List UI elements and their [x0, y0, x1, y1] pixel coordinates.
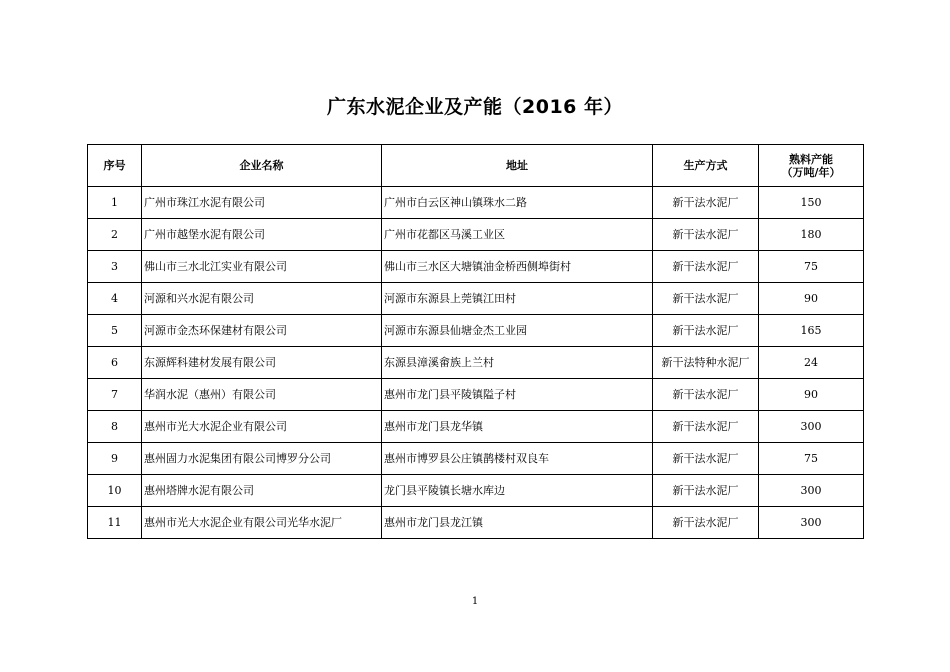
cell-capacity: 300	[759, 411, 864, 443]
cell-method: 新干法水泥厂	[653, 379, 759, 411]
table-row	[88, 219, 864, 251]
header-capacity-line1: 熟料产能	[789, 152, 833, 166]
cell-index: 7	[88, 379, 142, 411]
cell-name: 河源市金杰环保建材有限公司	[142, 315, 382, 347]
table-row	[88, 251, 864, 283]
document-title: 广东水泥企业及产能（2016 年）	[327, 96, 623, 118]
cell-index: 3	[88, 251, 142, 283]
cell-index: 1	[88, 187, 142, 219]
cell-capacity: 180	[759, 219, 864, 251]
cell-address: 惠州市龙门县龙江镇	[382, 507, 653, 539]
table-body	[88, 187, 864, 539]
cell-index: 5	[88, 315, 142, 347]
cell-index: 8	[88, 411, 142, 443]
cell-index: 6	[88, 347, 142, 379]
cell-capacity: 150	[759, 187, 864, 219]
header-capacity-line2: （万吨/年）	[781, 165, 841, 179]
table-header-row	[88, 145, 864, 187]
cell-index: 9	[88, 443, 142, 475]
table-row	[88, 475, 864, 507]
cell-address: 佛山市三水区大塘镇油金桥西侧埠街村	[382, 251, 653, 283]
cell-method: 新干法水泥厂	[653, 507, 759, 539]
table-row	[88, 283, 864, 315]
cell-capacity: 75	[759, 443, 864, 475]
cell-name: 广州市越堡水泥有限公司	[142, 219, 382, 251]
table-row	[88, 315, 864, 347]
cell-address: 惠州市博罗县公庄镇鹊楼村双良车	[382, 443, 653, 475]
cell-index: 2	[88, 219, 142, 251]
header-index: 序号	[88, 145, 142, 187]
cell-address: 河源市东源县上莞镇江田村	[382, 283, 653, 315]
cell-address: 惠州市龙门县平陵镇隘子村	[382, 379, 653, 411]
cell-capacity: 90	[759, 379, 864, 411]
cell-address: 广州市花都区马溪工业区	[382, 219, 653, 251]
cell-capacity: 300	[759, 475, 864, 507]
cell-name: 惠州市光大水泥企业有限公司	[142, 411, 382, 443]
table-row	[88, 379, 864, 411]
table-row	[88, 347, 864, 379]
cell-method: 新干法水泥厂	[653, 443, 759, 475]
cement-enterprise-table	[87, 144, 864, 539]
cell-index: 10	[88, 475, 142, 507]
cell-capacity: 75	[759, 251, 864, 283]
cell-method: 新干法水泥厂	[653, 219, 759, 251]
cell-method: 新干法水泥厂	[653, 315, 759, 347]
cell-index: 11	[88, 507, 142, 539]
cell-capacity: 300	[759, 507, 864, 539]
cell-address: 龙门县平陵镇长塘水库边	[382, 475, 653, 507]
cell-method: 新干法水泥厂	[653, 411, 759, 443]
cell-name: 惠州固力水泥集团有限公司博罗分公司	[142, 443, 382, 475]
cell-name: 东源辉科建材发展有限公司	[142, 347, 382, 379]
cell-name: 广州市珠江水泥有限公司	[142, 187, 382, 219]
table-row	[88, 507, 864, 539]
header-name: 企业名称	[142, 145, 382, 187]
cell-method: 新干法水泥厂	[653, 475, 759, 507]
page-number: 1	[471, 596, 479, 607]
cell-address: 广州市白云区神山镇珠水二路	[382, 187, 653, 219]
cell-name: 华润水泥（惠州）有限公司	[142, 379, 382, 411]
cell-capacity: 24	[759, 347, 864, 379]
cell-name: 惠州塔牌水泥有限公司	[142, 475, 382, 507]
table-row	[88, 443, 864, 475]
cell-method: 新干法水泥厂	[653, 251, 759, 283]
cell-index: 4	[88, 283, 142, 315]
header-capacity	[759, 145, 864, 187]
cell-method: 新干法水泥厂	[653, 283, 759, 315]
cell-capacity: 165	[759, 315, 864, 347]
cell-name: 佛山市三水北江实业有限公司	[142, 251, 382, 283]
cell-address: 东源县漳溪畲族上兰村	[382, 347, 653, 379]
table-row	[88, 187, 864, 219]
cell-name: 河源和兴水泥有限公司	[142, 283, 382, 315]
cell-capacity: 90	[759, 283, 864, 315]
table-row	[88, 411, 864, 443]
header-method: 生产方式	[653, 145, 759, 187]
header-address: 地址	[382, 145, 653, 187]
cell-name: 惠州市光大水泥企业有限公司光华水泥厂	[142, 507, 382, 539]
cell-address: 惠州市龙门县龙华镇	[382, 411, 653, 443]
cell-method: 新干法特种水泥厂	[653, 347, 759, 379]
cell-method: 新干法水泥厂	[653, 187, 759, 219]
cell-address: 河源市东源县仙塘金杰工业园	[382, 315, 653, 347]
